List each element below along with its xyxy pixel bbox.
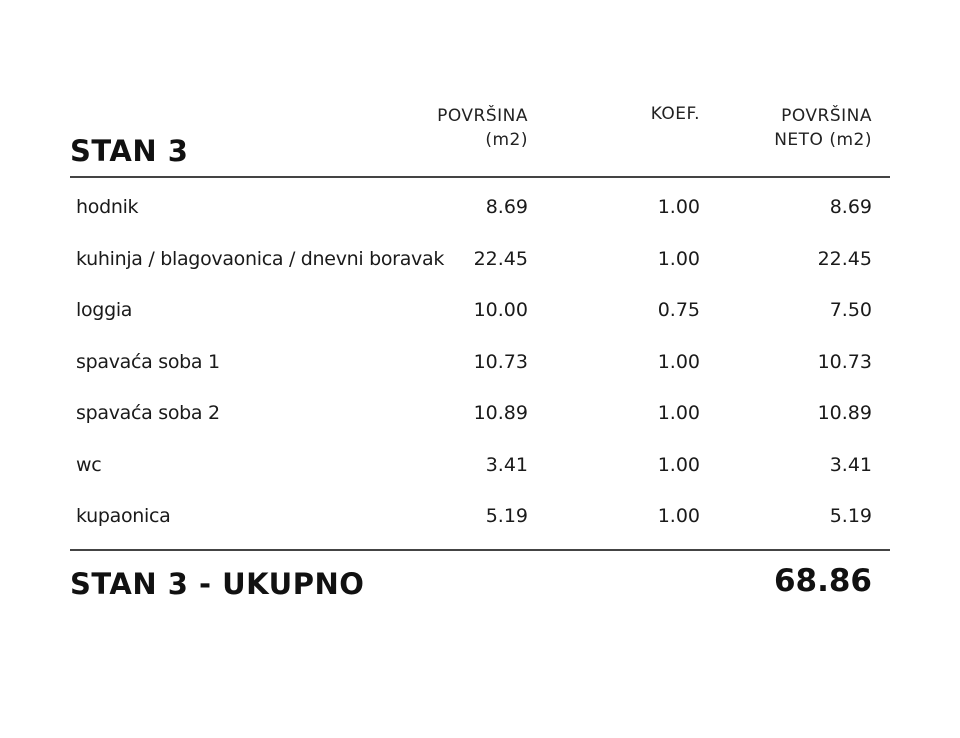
table-body — [70, 178, 890, 551]
total-row — [70, 551, 890, 607]
room-coef: 1.00 — [657, 350, 700, 373]
room-name: spavaća soba 1 — [76, 350, 220, 373]
room-area: 10.89 — [473, 402, 528, 424]
room-coef: 1.00 — [657, 247, 700, 270]
room-name: loggia — [76, 299, 133, 321]
column-header-area: POVRŠINA (m2) — [437, 106, 528, 150]
room-area: 3.41 — [485, 453, 528, 476]
room-net-area: 8.69 — [829, 196, 872, 218]
room-name: wc — [76, 453, 102, 476]
total-label: STAN 3 - UKUPNO — [70, 566, 365, 601]
table-row — [70, 182, 890, 234]
room-name: kuhinja / blagovaonica / dnevni boravak — [76, 247, 445, 270]
room-net-area: 5.19 — [829, 505, 872, 527]
room-coef: 1.00 — [657, 505, 700, 527]
room-coef: 1.00 — [657, 402, 700, 424]
room-net-area: 22.45 — [817, 247, 872, 270]
room-area: 10.73 — [473, 350, 528, 373]
room-coef: 1.00 — [657, 453, 700, 476]
room-coef: 0.75 — [657, 299, 700, 321]
total-value: 68.86 — [773, 562, 872, 599]
room-area: 10.00 — [473, 299, 528, 321]
column-header-net-area: POVRŠINA NETO (m2) — [774, 106, 872, 150]
room-name: hodnik — [76, 196, 139, 218]
room-area: 22.45 — [473, 247, 528, 270]
room-area: 8.69 — [485, 196, 528, 218]
room-net-area: 10.73 — [817, 350, 872, 373]
column-header-coef: KOEF. — [650, 104, 700, 124]
table-row — [70, 491, 890, 543]
table-row — [70, 388, 890, 440]
table-title: STAN 3 — [70, 134, 189, 168]
apartment-area-table — [70, 100, 890, 607]
table-row — [70, 337, 890, 389]
table-row — [70, 440, 890, 492]
table-header — [70, 100, 890, 178]
room-coef: 1.00 — [657, 196, 700, 218]
table-row — [70, 234, 890, 286]
room-net-area: 3.41 — [829, 453, 872, 476]
room-area: 5.19 — [485, 505, 528, 527]
room-name: kupaonica — [76, 505, 171, 527]
room-net-area: 10.89 — [817, 402, 872, 424]
room-net-area: 7.50 — [829, 299, 872, 321]
table-row — [70, 285, 890, 337]
room-name: spavaća soba 2 — [76, 402, 220, 424]
